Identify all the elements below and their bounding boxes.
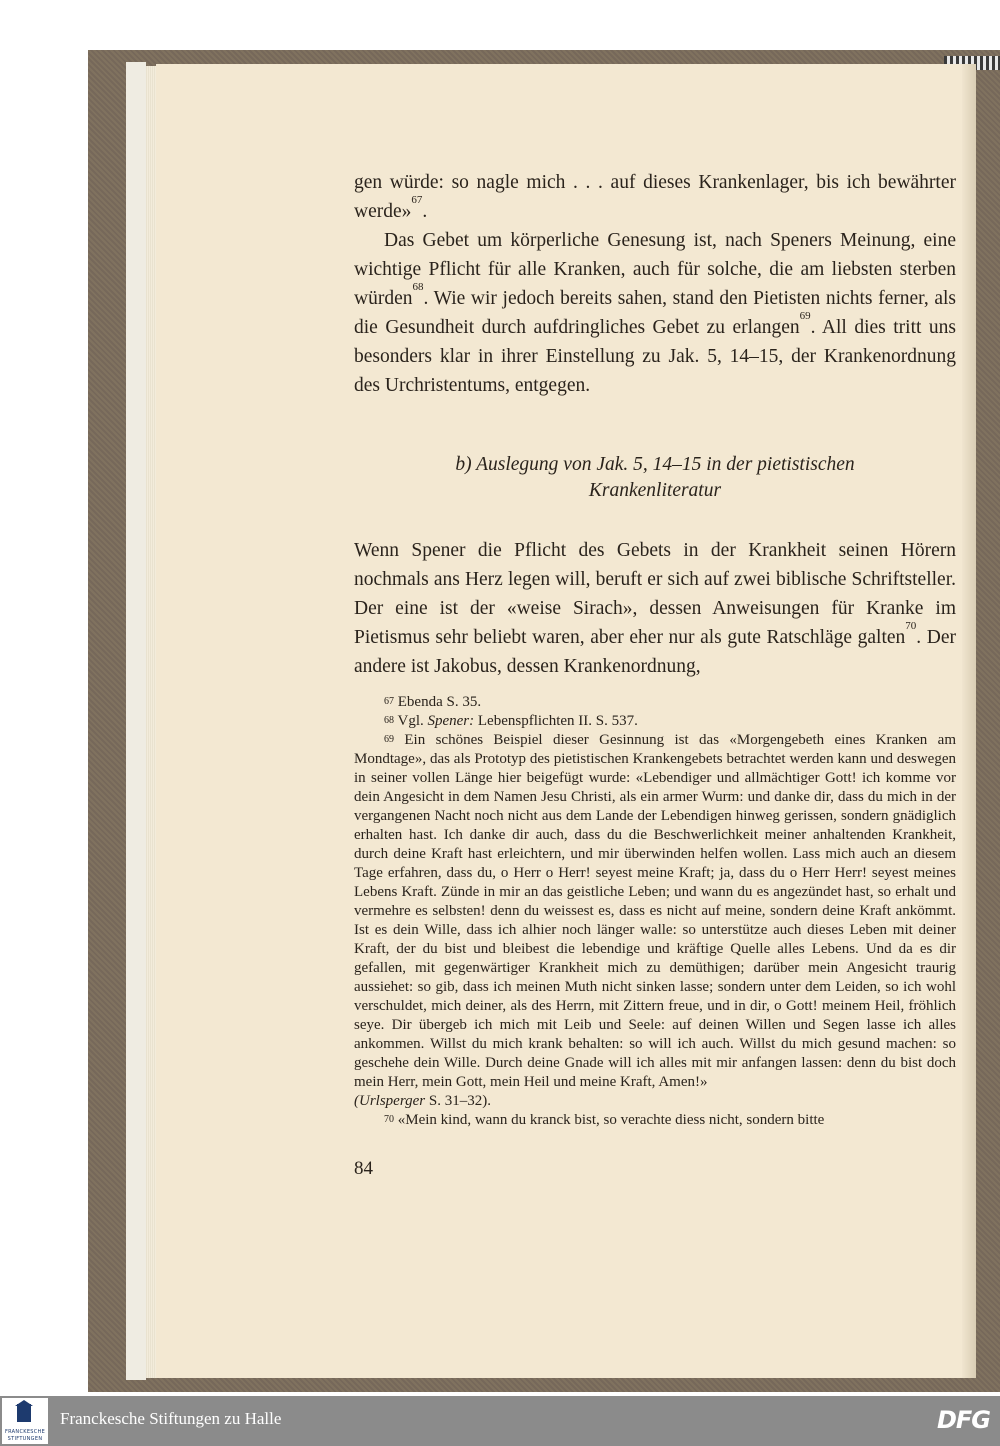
footnote-ref-69: 69 — [799, 310, 811, 322]
page-edges — [126, 62, 146, 1380]
footer-title: Franckesche Stiftungen zu Halle — [60, 1409, 282, 1428]
page-edges-inner — [146, 66, 156, 1378]
footnote-69: $^{69}$ Ein schönes Beispiel dieser Gesinnung ist das «Morgengebeth eines Kranken am Mondtage», das als Prototyp des pietistischen Krankengebets betrachtet werden kann und deswegen in seiner vollen Länge hier beigefügt wurde: «Lebendiger und allmächtiger Gott! ich komme vor dein Angesicht in dem Namen Jesu Christi, als ein armer Wurm: und danke dir, dass du mich in der vergangenen Nacht noch nicht aus dem Lande der Lebendigen hinweg gerissen, sondern gnädiglich erhalten hast. Ich danke dir auch, dass du die Beschwerlichkeit meiner anhaltenden Krankheit, durch deine Kraft hast erleichtern, und mir überwinden helfen wollen. Lass mich auch an diesem Tage erfahren, dass du, o Herr o Herr! seyest meine Kraft; ja, dass du o Herr Herr! seyest meines Lebens Kraft. Zünde in mir an das geistliche Leben; und wann du es angezündet hast, so erhalt und vermehre es selbsten! denn du weissest es, dass es nicht auf meine, sondern deine Kraft ankömmt. Ist es dein Wille, dass ich alhier noch länger walle: so unterstütze auch dieses Leben mit deiner Kraft, der du bist und bleibest die lebendige und kräftige Quelle alles Lebens. Und da es dir gefallen, mit gegenwärtiger Krankheit mich zu demüthigen; darüber mein Angesicht traurig aussiehet: so gib, dass ich meinen Muth nicht sinken lasse; sondern unter dem Leiden, so ich wohl verschuldet, mich deiner, als des Herrn, mit Zittern freue, und in dir, o Gott! meinem Heil, fröhlich seye. Dir übergeb ich mich mit Leib und Seele: auf deinen Willen und Segen lasse ich alles ankommen. Willst du mich krank behalten: so will ich auch. Willst du mich gesund machen: so geschehe dein Wille. Durch deine Gnade will ich alles mit mir anfangen lassen: denn du bist doch mein Herr, mein Gott, mein Heil und meine Kraft, Amen!» (Urlsperger S. 31–32). — [354, 732, 957, 1109]
paragraph-2: Das Gebet um körperliche Genesung ist, nach Speners Meinung, eine wichtige Pflicht für alle Kranken, auch für solche, die am liebsten sterben würden$^{68}$. Wie wir jedoch bereits sahen, stand den Pietisten nichts ferner, als die Gesundheit durch aufdringliches Gebet zu erlangen$^{69}$. All dies tritt uns besonders klar in ihrer Einstellung zu Jak. 5, 14–15, der Krankenordnung des Urchristentums, entgegen. — [354, 230, 956, 396]
footnote-ref-67: 67 — [411, 194, 423, 206]
logo-text-line-2: STIFTUNGEN — [7, 1436, 43, 1442]
footer-bar — [0, 1396, 1000, 1446]
franckesche-stiftungen-logo[interactable] — [2, 1398, 48, 1444]
paragraph-1: gen würde: so nagle mich . . . auf dieses Krankenlager, bis ich bewährter werde»$^{67}$. — [354, 172, 956, 222]
dfg-logo[interactable]: DFG — [936, 1406, 990, 1434]
section-heading: b) Auslegung von Jak. 5, 14–15 in der pietistischen Krankenliteratur — [455, 454, 855, 501]
footnote-ref-70: 70 — [905, 620, 917, 632]
page-gutter — [962, 64, 976, 1378]
footnote-67: $^{67}$ Ebenda S. 35. — [384, 694, 482, 710]
page-text — [354, 168, 956, 1130]
footnotes — [354, 693, 956, 1130]
footnote-70: $^{70}$ «Mein kind, wann du kranck bist, so verachte diess nicht, sondern bitte — [384, 1112, 825, 1128]
paragraph-3: Wenn Spener die Pflicht des Gebets in der Krankheit seinen Hörern nochmals ans Herz legen will, beruft er sich auf zwei biblische Schriftsteller. Der eine ist der «weise Sirach», dessen Anweisungen für Kranke im Pietismus sehr beliebt waren, aber eher nur als gute Ratschläge galten$^{70}$. Der andere ist Jakobus, dessen Krankenordnung, — [354, 540, 956, 677]
footnote-ref-68: 68 — [412, 281, 424, 293]
building-icon — [17, 1404, 31, 1422]
footnote-68: $^{68}$ Vgl. Spener: Lebenspflichten II. S. 537. — [384, 713, 638, 729]
page-number: 84 — [354, 1158, 373, 1179]
logo-text-line-1: FRANCKESCHE — [4, 1429, 46, 1435]
